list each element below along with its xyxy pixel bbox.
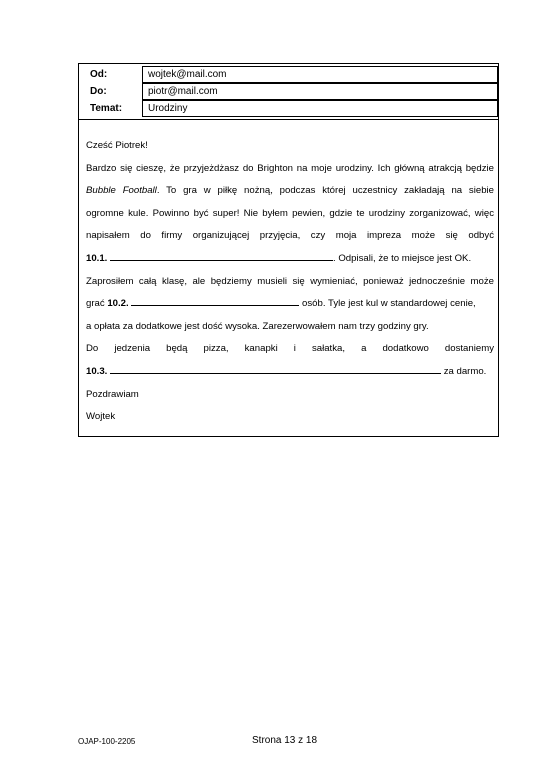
gap-blank-10-3[interactable] [110, 364, 441, 374]
email-body [86, 135, 494, 429]
signature: Wojtek [86, 411, 116, 423]
gap-label-10-2: 10.2. [107, 298, 129, 310]
to-label: Do: [90, 86, 107, 97]
to-field: piotr@mail.com [142, 83, 498, 100]
body-line: ogromne kule. Powinno być super! Nie byłem pewien, gdzie te urodziny zorganizować, więc [86, 207, 494, 219]
header-divider [79, 119, 498, 120]
body-line: napisałem do firmy organizującej przyjęcia, czy moja impreza może się odbyć [86, 230, 494, 242]
body-line [86, 293, 494, 316]
from-label: Od: [90, 69, 108, 80]
from-field: wojtek@mail.com [142, 66, 498, 83]
body-line: a opłata za dodatkowe jest dość wysoka. Zarezerwowałem nam trzy godziny gry. [86, 320, 429, 332]
body-text: . Odpisali, że to miejsce jest OK. [333, 252, 472, 264]
to-row [79, 83, 498, 100]
page-number: Strona 13 z 18 [252, 735, 318, 746]
closing: Pozdrawiam [86, 388, 139, 400]
subject-field: Urodziny [142, 100, 498, 117]
body-line: Do jedzenia będą pizza, kanapki i sałatka, a dodatkowo dostaniemy [86, 343, 494, 355]
body-line: Bardzo się cieszę, że przyjeżdżasz do Brighton na moje urodziny. Ich główną atrakcją będzie [86, 162, 494, 174]
exam-code: OJAP-100-2205 [78, 737, 136, 746]
body-text: osób. Tyle jest kul w standardowej cenie, [302, 298, 476, 310]
gap-blank-10-2[interactable] [131, 296, 299, 306]
gap-label-10-3: 10.3. [86, 365, 108, 377]
body-line [86, 248, 494, 271]
body-text: . To gra w piłkę nożną, podczas której uczestnicy zakładają na siebie [156, 185, 495, 197]
subject-label: Temat: [90, 103, 123, 114]
gap-label-10-1: 10.1. [86, 252, 108, 264]
gap-blank-10-1[interactable] [110, 251, 333, 261]
greeting: Cześć Piotrek! [86, 140, 148, 151]
body-line [86, 361, 494, 384]
body-text: za darmo. [443, 365, 487, 377]
body-text: grać [86, 298, 108, 310]
email-form [78, 63, 499, 437]
subject-row [79, 100, 498, 117]
body-line [86, 180, 494, 203]
game-name: Bubble Football [86, 185, 157, 197]
body-line: Zaprosiłem całą klasę, ale będziemy musieli się wymieniać, ponieważ jednocześnie może [86, 275, 494, 287]
from-row [79, 66, 498, 83]
